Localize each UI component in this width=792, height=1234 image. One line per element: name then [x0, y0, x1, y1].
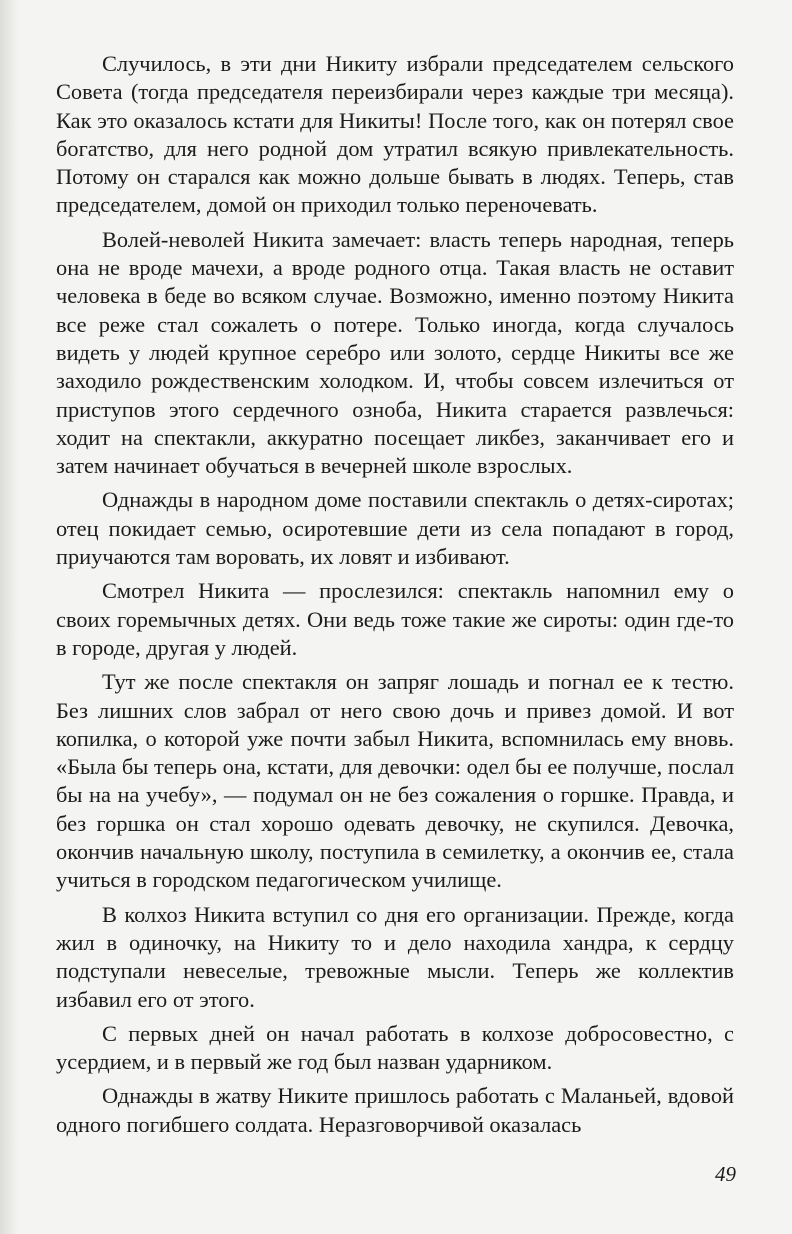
paragraph: Тут же после спектакля он запряг лошадь и погнал ее к тестю. Без лишних слов забрал от него свою дочь и привез домой. И вот копилка, о которой уже почти забыл Никита, вспомнилась ему вновь. «Была бы теперь она, кстати, для девочки: одел бы ее получше, послал бы на на учебу», — подумал он не без сожаления о горшке. Правда, и без горшка он стал хорошо одевать девочку, не скупился. Девочка, окончив начальную школу, поступила в семилетку, а окончив ее, стала учиться в городском педагогическом училище. — [56, 669, 734, 893]
body-text — [56, 50, 734, 1145]
paragraph: Однажды в жатву Никите пришлось работать с Маланьей, вдовой одного погибшего солдата. Неразговорчивой оказалась — [56, 1083, 734, 1137]
paragraph: Однажды в народном доме поставили спектакль о детях-сиротах; отец покидает семью, осиротевшие дети из села попадают в город, приучаются там воровать, их ловят и избивают. — [56, 487, 734, 570]
paragraph: С первых дней он начал работать в колхозе добросовестно, с усердием, и в первый же год был назван ударником. — [56, 1020, 734, 1075]
paragraph: Волей-неволей Никита замечает: власть теперь народная, теперь она не вроде мачехи, а вроде родного отца. Такая власть не оставит человека в беде во всяком случае. Возможно, именно поэтому Никита все реже стал сожалеть о потере. Только иногда, когда случалось видеть у людей крупное серебро или золото, сердце Никиты все же заходило рождественским холодком. И, чтобы совсем излечиться от приступов этого сердечного озноба, Никита старается развлечься: ходит на спектакли, аккуратно посещает ликбез, заканчивает его и затем начинает обучаться в вечерней школе взрослых. — [56, 226, 734, 479]
paragraph: Смотрел Никита — прослезился: спектакль напомнил ему о своих горемычных детях. Они ведь тоже такие же сироты: один где-то в городе, другая у людей. — [56, 578, 734, 660]
paragraph: В колхоз Никита вступил со дня его организации. Прежде, когда жил в одиночку, на Никиту то и дело находила хандра, к сердцу подступали невеселые, тревожные мысли. Теперь же коллектив избавил его от этого. — [56, 901, 734, 1012]
paragraph: Случилось, в эти дни Никиту избрали председателем сельского Совета (тогда председателя переизбирали через каждые три месяца). Как это оказалось кстати для Никиты! После того, как он потерял свое богатство, для него родной дом утратил всякую привлекательность. Потому он старался как можно дольше бывать в людях. Теперь, став председателем, домой он приходил только переночевать. — [56, 51, 734, 218]
page-number: 49 — [715, 1162, 736, 1186]
